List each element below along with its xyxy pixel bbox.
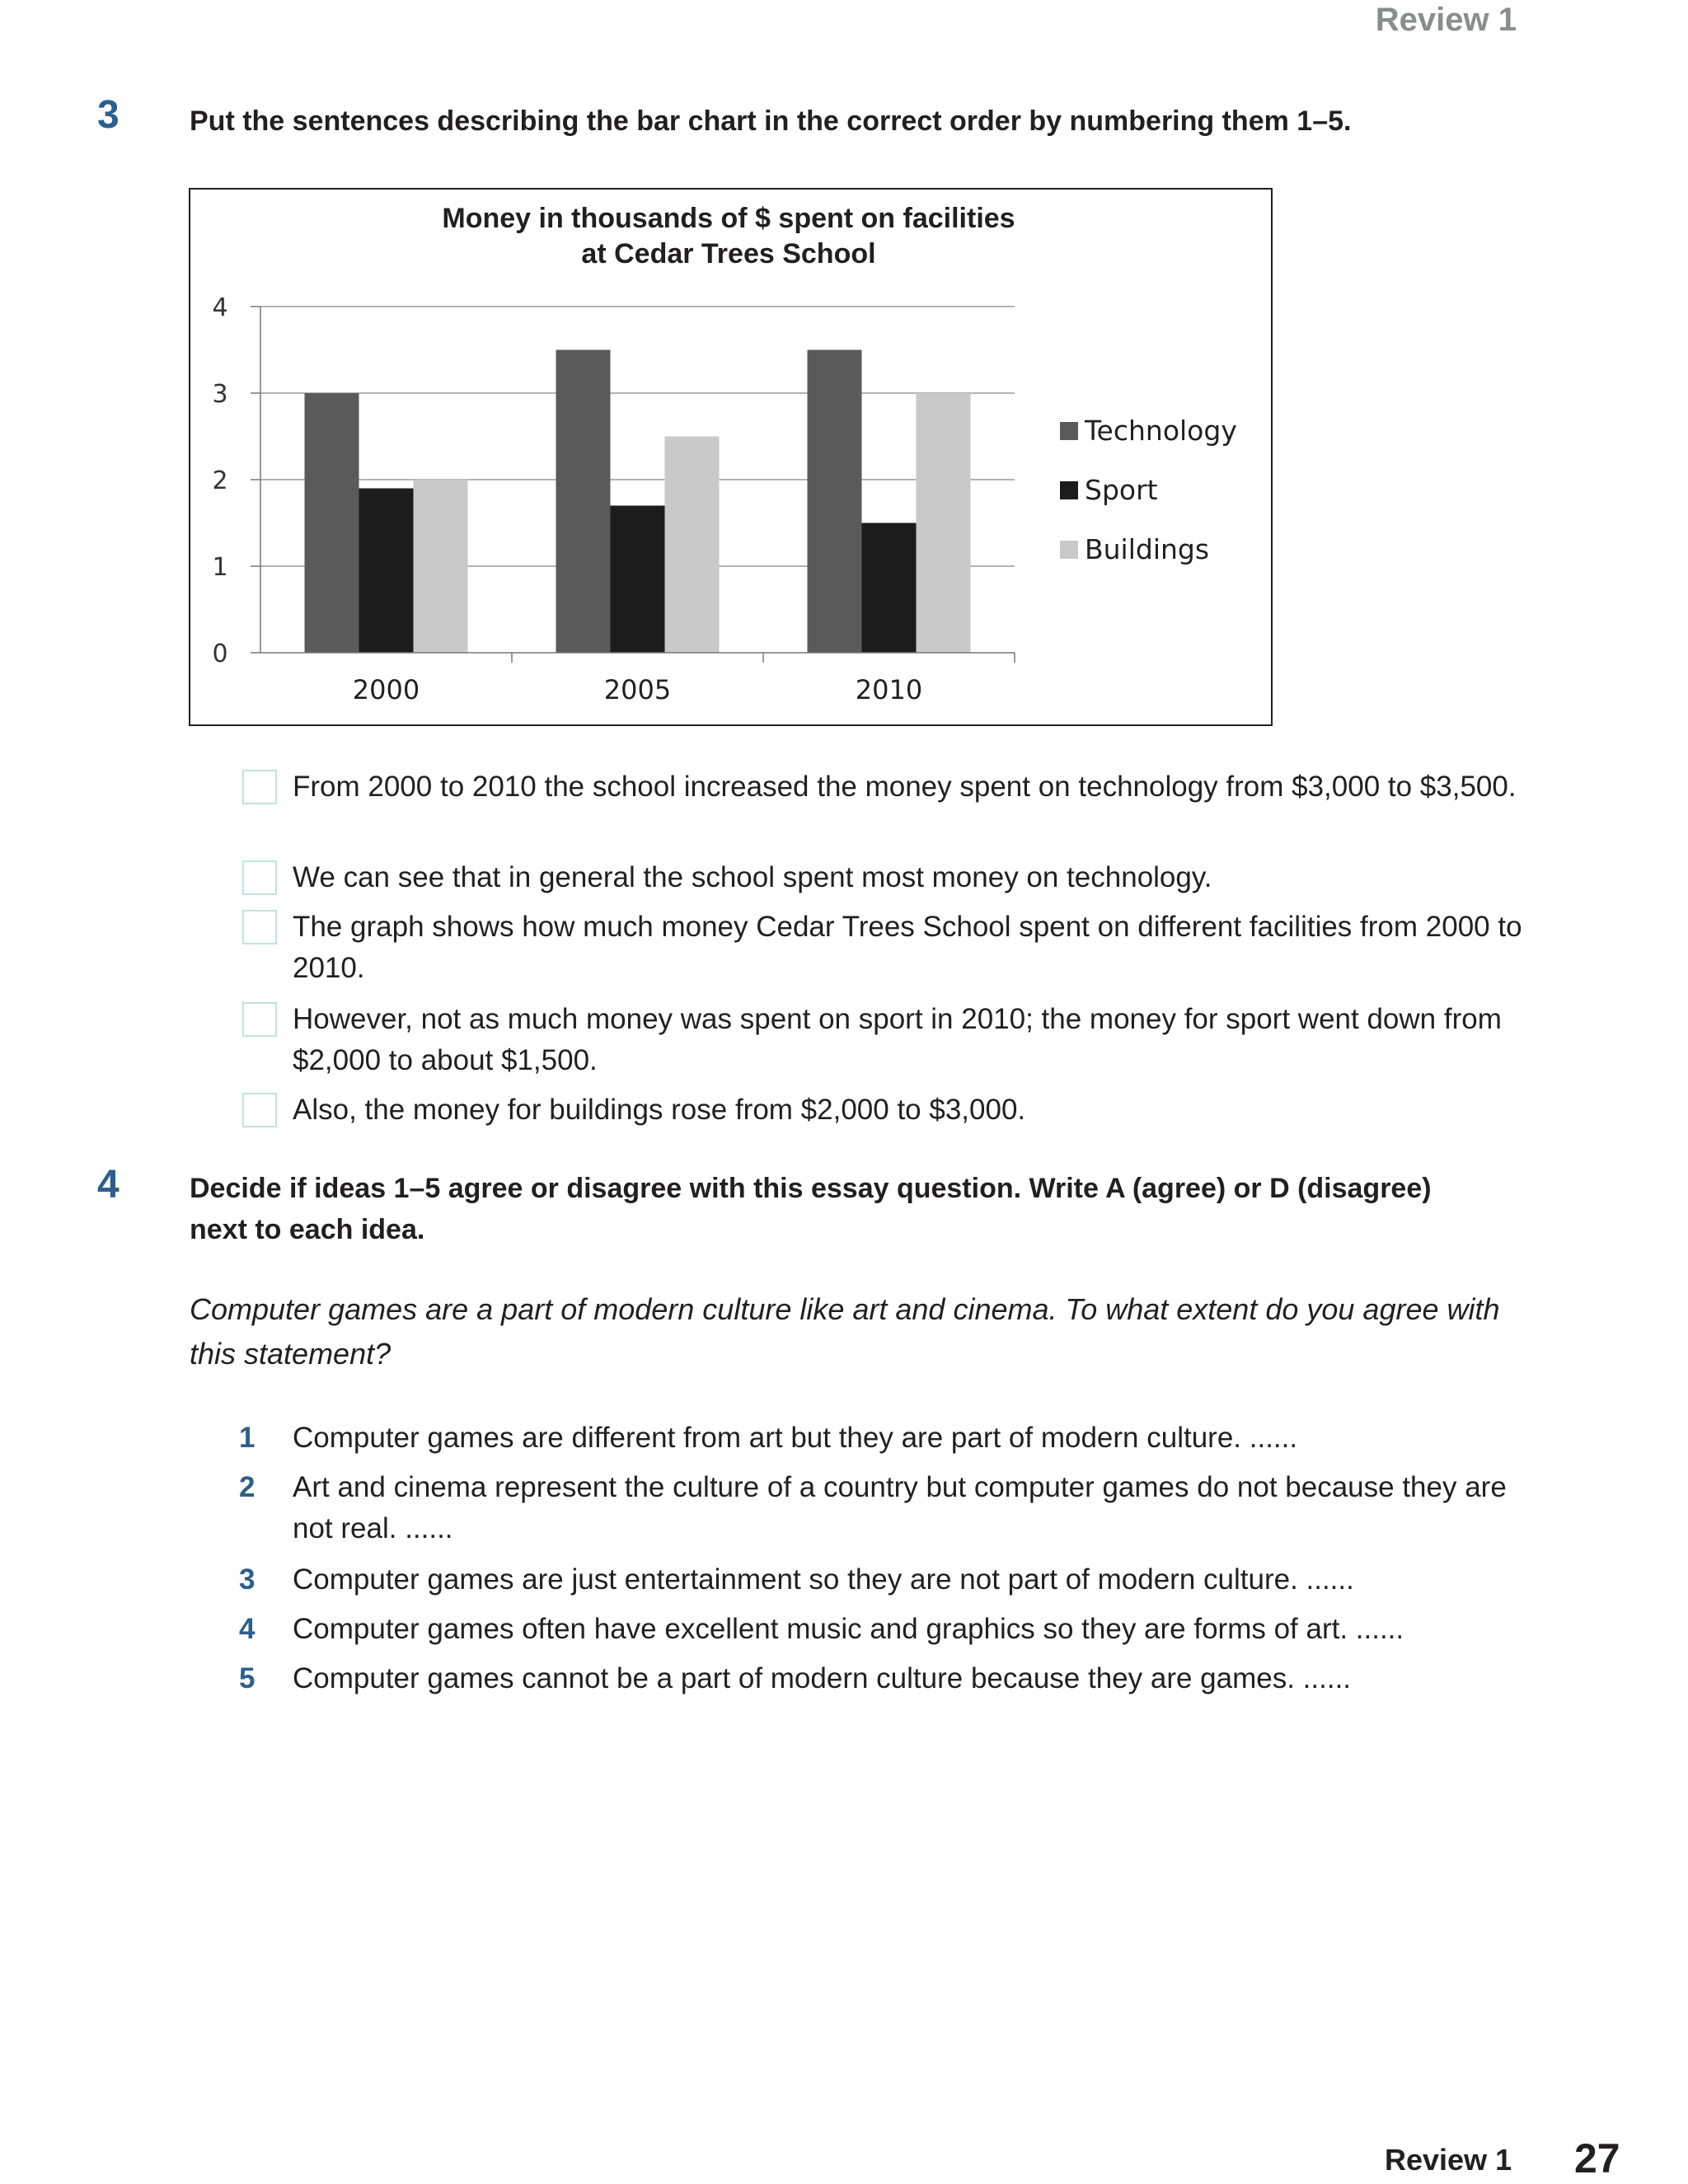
bar-technology: [556, 350, 611, 654]
answer-box[interactable]: [242, 1002, 277, 1037]
y-tick-label: 3: [212, 380, 228, 409]
bar-buildings: [917, 393, 971, 653]
sentence-text: We can see that in general the school spent most money on technology.: [293, 861, 1212, 893]
idea-number: 5: [239, 1662, 256, 1694]
chart-title-line1: Money in thousands of $ spent on facilities: [442, 203, 1015, 234]
idea-number: 3: [239, 1563, 256, 1596]
page-number: 27: [1574, 2135, 1620, 2182]
bar-sport: [611, 506, 665, 654]
legend-label-sport: Sport: [1085, 474, 1158, 506]
exercise-4-number: 4: [97, 1163, 120, 1207]
idea-text: Computer games often have excellent music and graphics so they are forms of art. ......: [293, 1613, 1404, 1645]
answer-box[interactable]: [242, 770, 277, 804]
y-tick-label: 2: [212, 466, 228, 495]
bar-technology: [808, 350, 862, 654]
y-tick-label: 0: [212, 640, 228, 668]
bar-chart: [189, 188, 1273, 726]
x-tick-label: 2005: [603, 674, 672, 705]
chart-bars: [305, 350, 971, 654]
legend-label-technology: Technology: [1085, 415, 1237, 447]
sentence-text: Also, the money for buildings rose from $2,000 to $3,000.: [293, 1094, 1026, 1126]
sentence-text: However, not as much money was spent on sport in 2010; the money for sport went down from $2,000 to about $1,500.: [293, 1003, 1502, 1076]
legend-swatch-buildings: [1060, 541, 1078, 559]
sentence-text: The graph shows how much money Cedar Trees School spent on different facilities from 2000 to 2010.: [293, 911, 1522, 984]
bar-sport: [862, 523, 917, 654]
bar-chart-svg: [190, 190, 1271, 724]
y-tick-label: 4: [212, 293, 228, 322]
essay-question: Computer games are a part of modern culture like art and cinema. To what extent do you agree with this statement?: [190, 1292, 1500, 1371]
chart-title-line2: at Cedar Trees School: [581, 238, 876, 269]
legend-label-buildings: Buildings: [1085, 533, 1210, 565]
footer-label: Review 1: [1385, 2143, 1512, 2177]
idea-text: Computer games cannot be a part of modern culture because they are games. ......: [293, 1662, 1352, 1694]
x-tick-label: 2010: [855, 674, 923, 705]
idea-number: 4: [239, 1613, 256, 1645]
answer-box[interactable]: [242, 860, 277, 895]
x-tick-label: 2000: [352, 674, 420, 705]
legend-swatch-technology: [1060, 422, 1078, 440]
idea-text: Art and cinema represent the culture of a country but computer games do not because they are not real. ......: [293, 1471, 1507, 1544]
y-tick-label: 1: [212, 553, 228, 582]
idea-number: 1: [239, 1422, 256, 1454]
bar-buildings: [414, 480, 468, 653]
bar-buildings: [665, 437, 720, 654]
exercise-3-number: 3: [97, 93, 120, 137]
chart-legend: [1060, 415, 1237, 565]
legend-swatch-sport: [1060, 481, 1078, 499]
bar-technology: [305, 393, 359, 653]
idea-text: Computer games are just entertainment so they are not part of modern culture. ......: [293, 1563, 1354, 1596]
answer-box[interactable]: [242, 910, 277, 944]
idea-text: Computer games are different from art but they are part of modern culture. ......: [293, 1422, 1298, 1454]
idea-number: 2: [239, 1471, 256, 1503]
bar-sport: [359, 489, 414, 654]
answer-box[interactable]: [242, 1093, 277, 1127]
running-head: Review 1: [1375, 2, 1517, 38]
sentence-text: From 2000 to 2010 the school increased the money spent on technology from $3,000 to $3,500.: [293, 771, 1517, 803]
exercise-3-instruction: Put the sentences describing the bar chart in the correct order by numbering them 1–5.: [190, 105, 1352, 137]
exercise-4-instruction: Decide if ideas 1–5 agree or disagree with this essay question. Write A (agree) or D (disagree) next to each idea.: [190, 1173, 1432, 1245]
